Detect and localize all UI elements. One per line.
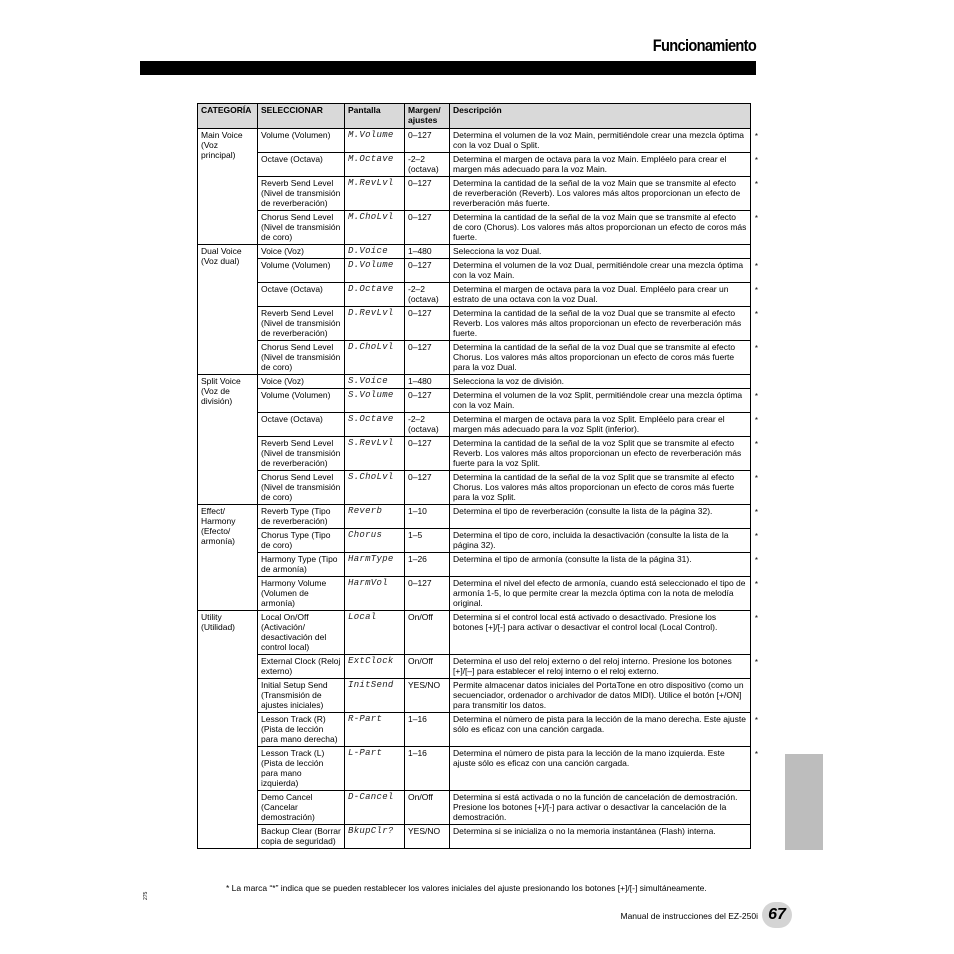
select-cell [258, 153, 345, 177]
display-cell-text: M.RevLvl [348, 178, 394, 188]
select-cell [258, 259, 345, 283]
table-row [198, 791, 751, 825]
reset-mark: * [754, 262, 758, 271]
description-cell [450, 177, 758, 211]
manual-title: Manual de instrucciones del EZ-250i [620, 911, 758, 921]
display-cell [345, 177, 405, 211]
reset-mark: * [754, 344, 758, 353]
display-cell-text: M.ChoLvl [348, 212, 394, 222]
category-cell: Split Voice (Voz de división) [198, 375, 258, 505]
description-cell-text: Determina la cantidad de la señal de la voz Split que se transmite al efecto Reverb. Los valores más altos proporcionan un efecto de reverberación más fuerte para la voz Split. [453, 438, 742, 468]
reset-mark: * [754, 508, 758, 517]
display-cell [345, 655, 405, 679]
description-cell [450, 211, 758, 245]
range-cell-text: On/Off [408, 612, 433, 622]
display-cell [345, 577, 405, 611]
display-cell [345, 413, 405, 437]
description-cell [450, 413, 758, 437]
select-cell-text: Chorus Type (Tipo de coro) [261, 530, 331, 550]
description-cell-text: Determina la cantidad de la señal de la voz Main que se transmite al efecto de coro (Chorus). Los valores más altos proporcionan un efecto de coros más fuerte. [453, 212, 747, 242]
range-cell-text: 0–127 [408, 390, 432, 400]
header-bar [140, 61, 756, 75]
range-cell-text: -2–2 (octava) [408, 154, 439, 174]
display-cell [345, 611, 405, 655]
range-cell [405, 389, 450, 413]
reset-mark: * [754, 180, 758, 189]
table-row [198, 375, 751, 389]
description-cell-text: Selecciona la voz de división. [453, 376, 565, 386]
category-cell: Main Voice (Voz principal) [198, 129, 258, 245]
reset-mark: * [754, 532, 758, 541]
header-display: Pantalla [345, 104, 405, 129]
description-cell-text: Determina el uso del reloj externo o del reloj interno. Presione los botones [+]/[–] para establecer el reloj interno o el reloj externo. [453, 656, 732, 676]
table-row [198, 471, 751, 505]
select-cell-text: Initial Setup Send (Transmisión de ajustes iniciales) [261, 680, 328, 710]
range-cell-text: 0–127 [408, 308, 432, 318]
settings-table [197, 103, 758, 849]
select-cell [258, 341, 345, 375]
display-cell-text: S.ChoLvl [348, 472, 394, 482]
range-cell-text: 1–26 [408, 554, 427, 564]
display-cell [345, 553, 405, 577]
description-cell [450, 577, 758, 611]
description-cell [450, 529, 758, 553]
select-cell-text: Lesson Track (L) (Pista de lección para mano izquierda) [261, 748, 325, 788]
select-cell-text: Voice (Voz) [261, 246, 304, 256]
description-cell [450, 655, 758, 679]
description-cell [450, 341, 758, 375]
select-cell [258, 553, 345, 577]
range-cell-text: 1–10 [408, 506, 427, 516]
display-cell [345, 747, 405, 791]
select-cell [258, 655, 345, 679]
footnote: * La marca “*” indica que se pueden restablecer los valores iniciales del ajuste presionando los botones [+]/[-] simultáneamente. [226, 883, 707, 893]
range-cell-text: 0–127 [408, 578, 432, 588]
description-cell-text: Permite almacenar datos iniciales del PortaTone en otro dispositivo (como un secuenciador, ordenador o archivador de datos MIDI). Utilice el botón [+/ON] para transmitir los datos. [453, 680, 744, 710]
description-cell [450, 791, 751, 825]
range-cell-text: On/Off [408, 792, 433, 802]
display-cell-text: Local [348, 612, 377, 622]
range-cell-text: 0–127 [408, 130, 432, 140]
description-cell-text: Selecciona la voz Dual. [453, 246, 542, 256]
range-cell [405, 655, 450, 679]
description-cell-text: Determina si el control local está activado o desactivado. Presione los botones [+]/[-] para activar o desactivar el control local (Local Control). [453, 612, 718, 632]
header-range: Margen/ ajustes [405, 104, 450, 129]
select-cell-text: Backup Clear (Borrar copia de seguridad) [261, 826, 341, 846]
description-cell [450, 307, 758, 341]
table-row [198, 529, 751, 553]
description-cell-text: Determina la cantidad de la señal de la voz Main que se transmite al efecto de reverberación (Reverb). Los valores más altos proporcionan un efecto de reverberación más fuerte. [453, 178, 741, 208]
category-cell: Dual Voice (Voz dual) [198, 245, 258, 375]
select-cell-text: Chorus Send Level (Nivel de transmisión de coro) [261, 472, 341, 502]
description-cell [450, 471, 758, 505]
table-row [198, 553, 751, 577]
range-cell [405, 177, 450, 211]
display-cell [345, 505, 405, 529]
select-cell-text: Chorus Send Level (Nivel de transmisión de coro) [261, 212, 341, 242]
description-cell-text: Determina si está activada o no la función de cancelación de demostración. Presione los botones [+]/[-] para activar o desactivar la cancelación de la demostración. [453, 792, 738, 822]
page-title: Funcionamiento [652, 36, 756, 55]
display-cell [345, 307, 405, 341]
description-cell-text: Determina el tipo de reverberación (consulte la lista de la página 32). [453, 506, 713, 516]
display-cell-text: D-Cancel [348, 792, 394, 802]
select-cell-text: Volume (Volumen) [261, 390, 331, 400]
range-cell-text: YES/NO [408, 826, 441, 836]
description-cell [450, 375, 751, 389]
table-row [198, 307, 751, 341]
select-cell [258, 389, 345, 413]
table-row [198, 259, 751, 283]
range-cell [405, 153, 450, 177]
select-cell-text: Chorus Send Level (Nivel de transmisión de coro) [261, 342, 341, 372]
description-cell-text: Determina el nivel del efecto de armonía, cuando está seleccionado el tipo de armonía 1-5, lo que permite crear la mezcla óptima con la nota de melodía original. [453, 578, 746, 608]
display-cell-text: BkupClr? [348, 826, 394, 836]
display-cell [345, 713, 405, 747]
range-cell-text: -2–2 (octava) [408, 414, 439, 434]
reset-mark: * [754, 286, 758, 295]
description-cell-text: Determina la cantidad de la señal de la voz Dual que se transmite al efecto Chorus. Los valores más altos proporcionan un efecto de coros más fuerte para la voz Dual. [453, 342, 736, 372]
display-cell-text: D.Octave [348, 284, 394, 294]
reset-mark: * [754, 416, 758, 425]
description-cell [450, 505, 758, 529]
display-cell [345, 825, 405, 849]
select-cell [258, 177, 345, 211]
description-cell [450, 389, 758, 413]
display-cell-text: Reverb [348, 506, 383, 516]
select-cell [258, 713, 345, 747]
description-cell-text: Determina el número de pista para la lección de la mano izquierda. Este ajuste sólo es eficaz con una canción cargada. [453, 748, 725, 768]
table-row [198, 713, 751, 747]
header-category: CATEGORÍA [198, 104, 258, 129]
reset-mark: * [754, 132, 758, 141]
display-cell [345, 529, 405, 553]
select-cell [258, 375, 345, 389]
range-cell-text: 0–127 [408, 472, 432, 482]
display-cell [345, 129, 405, 153]
description-cell [450, 825, 751, 849]
reset-mark: * [754, 580, 758, 589]
display-cell [345, 211, 405, 245]
table-row [198, 611, 751, 655]
table-body [198, 129, 758, 849]
table-row [198, 389, 751, 413]
reset-mark: * [754, 716, 758, 725]
table-row [198, 655, 751, 679]
side-code: 275 [143, 891, 149, 900]
select-cell [258, 679, 345, 713]
display-cell [345, 389, 405, 413]
range-cell-text: YES/NO [408, 680, 441, 690]
range-cell [405, 437, 450, 471]
range-cell-text: On/Off [408, 656, 433, 666]
description-cell [450, 283, 758, 307]
table-row [198, 177, 751, 211]
select-cell-text: External Clock (Reloj externo) [261, 656, 341, 676]
reset-mark: * [754, 658, 758, 667]
range-cell [405, 341, 450, 375]
select-cell-text: Local On/Off (Activación/ desactivación del control local) [261, 612, 327, 652]
select-cell-text: Octave (Octava) [261, 414, 323, 424]
table-row [198, 825, 751, 849]
display-cell-text: L-Part [348, 748, 383, 758]
reset-mark: * [754, 614, 758, 623]
category-cell: Effect/ Harmony (Efecto/ armonía) [198, 505, 258, 611]
range-cell [405, 375, 450, 389]
display-cell-text: Chorus [348, 530, 383, 540]
table-row [198, 437, 751, 471]
display-cell [345, 245, 405, 259]
table-row [198, 129, 751, 153]
display-cell-text: HarmType [348, 554, 394, 564]
range-cell [405, 211, 450, 245]
select-cell [258, 283, 345, 307]
display-cell-text: D.RevLvl [348, 308, 394, 318]
reset-mark: * [754, 392, 758, 401]
select-cell-text: Harmony Type (Tipo de armonía) [261, 554, 338, 574]
range-cell [405, 413, 450, 437]
display-cell [345, 471, 405, 505]
select-cell-text: Reverb Send Level (Nivel de transmisión de reverberación) [261, 178, 341, 208]
range-cell-text: 0–127 [408, 178, 432, 188]
select-cell [258, 505, 345, 529]
select-cell-text: Harmony Volume (Volumen de armonía) [261, 578, 327, 608]
range-cell-text: 0–127 [408, 342, 432, 352]
select-cell-text: Voice (Voz) [261, 376, 304, 386]
category-cell: Utility (Utilidad) [198, 611, 258, 849]
select-cell-text: Reverb Type (Tipo de reverberación) [261, 506, 331, 526]
description-cell [450, 713, 758, 747]
range-cell [405, 245, 450, 259]
description-cell [450, 437, 758, 471]
description-cell [450, 259, 758, 283]
display-cell-text: S.Volume [348, 390, 394, 400]
display-cell-text: R-Part [348, 714, 383, 724]
display-cell-text: InitSend [348, 680, 394, 690]
range-cell-text: 1–16 [408, 748, 427, 758]
select-cell-text: Octave (Octava) [261, 154, 323, 164]
description-cell-text: Determina el volumen de la voz Dual, permitiéndole crear una mezcla óptima con la voz Main. [453, 260, 744, 280]
range-cell [405, 825, 450, 849]
range-cell-text: 1–480 [408, 246, 432, 256]
description-cell-text: Determina el tipo de coro, incluida la desactivación (consulte la lista de la página 32). [453, 530, 729, 550]
select-cell-text: Reverb Send Level (Nivel de transmisión de reverberación) [261, 438, 341, 468]
display-cell [345, 259, 405, 283]
description-cell-text: Determina si se inicializa o no la memoria instantánea (Flash) interna. [453, 826, 716, 836]
range-cell-text: 1–5 [408, 530, 423, 540]
table-row [198, 211, 751, 245]
range-cell-text: 1–16 [408, 714, 427, 724]
table-row [198, 577, 751, 611]
table-row [198, 747, 751, 791]
select-cell [258, 747, 345, 791]
header-description: Descripción [450, 104, 751, 129]
table-row [198, 283, 751, 307]
description-cell-text: Determina el volumen de la voz Split, permitiéndole crear una mezcla óptima con la voz Main. [453, 390, 743, 410]
display-cell-text: D.Volume [348, 260, 394, 270]
range-cell [405, 307, 450, 341]
reset-mark: * [754, 214, 758, 223]
range-cell [405, 529, 450, 553]
display-cell [345, 437, 405, 471]
table-header-row [198, 104, 751, 129]
select-cell [258, 437, 345, 471]
range-cell [405, 471, 450, 505]
select-cell-text: Lesson Track (R) (Pista de lección para mano derecha) [261, 714, 338, 744]
table-row [198, 679, 751, 713]
select-cell [258, 471, 345, 505]
display-cell-text: D.ChoLvl [348, 342, 394, 352]
range-cell [405, 129, 450, 153]
description-cell-text: Determina el volumen de la voz Main, permitiéndole crear una mezcla óptima con la voz Dual o Split. [453, 130, 745, 150]
display-cell [345, 283, 405, 307]
table-row [198, 341, 751, 375]
display-cell [345, 341, 405, 375]
section-tab [785, 754, 823, 850]
table-row [198, 153, 751, 177]
range-cell-text: -2–2 (octava) [408, 284, 439, 304]
reset-mark: * [754, 750, 758, 759]
display-cell [345, 375, 405, 389]
select-cell [258, 529, 345, 553]
display-cell-text: S.RevLvl [348, 438, 394, 448]
range-cell [405, 283, 450, 307]
display-cell-text: D.Voice [348, 246, 388, 256]
reset-mark: * [754, 474, 758, 483]
select-cell [258, 825, 345, 849]
description-cell-text: Determina el margen de octava para la voz Split. Empléelo para crear el margen más adecuado para la voz Split (inferior). [453, 414, 725, 434]
select-cell [258, 791, 345, 825]
select-cell-text: Octave (Octava) [261, 284, 323, 294]
range-cell-text: 0–127 [408, 212, 432, 222]
display-cell [345, 679, 405, 713]
description-cell [450, 553, 758, 577]
description-cell-text: Determina el margen de octava para la voz Dual. Empléelo para crear un estrato de una octava con la voz Dual. [453, 284, 729, 304]
display-cell-text: S.Octave [348, 414, 394, 424]
range-cell [405, 505, 450, 529]
header-select: SELECCIONAR [258, 104, 345, 129]
range-cell-text: 0–127 [408, 438, 432, 448]
description-cell-text: Determina la cantidad de la señal de la voz Split que se transmite al efecto Chorus. Los valores más altos proporcionan un efecto de coros más fuerte para la voz Split. [453, 472, 735, 502]
range-cell-text: 1–480 [408, 376, 432, 386]
description-cell-text: Determina el tipo de armonía (consulte la lista de la página 31). [453, 554, 692, 564]
select-cell-text: Volume (Volumen) [261, 130, 331, 140]
range-cell [405, 553, 450, 577]
description-cell [450, 611, 758, 655]
description-cell [450, 129, 758, 153]
display-cell [345, 791, 405, 825]
range-cell [405, 747, 450, 791]
description-cell [450, 245, 751, 259]
select-cell [258, 307, 345, 341]
display-cell-text: ExtClock [348, 656, 394, 666]
select-cell [258, 245, 345, 259]
range-cell [405, 611, 450, 655]
reset-mark: * [754, 440, 758, 449]
range-cell [405, 577, 450, 611]
reset-mark: * [754, 310, 758, 319]
description-cell [450, 679, 751, 713]
display-cell-text: S.Voice [348, 376, 388, 386]
select-cell [258, 611, 345, 655]
description-cell [450, 153, 758, 177]
table-row [198, 245, 751, 259]
range-cell [405, 259, 450, 283]
range-cell-text: 0–127 [408, 260, 432, 270]
range-cell [405, 713, 450, 747]
table-row [198, 505, 751, 529]
select-cell [258, 129, 345, 153]
description-cell-text: Determina el margen de octava para la voz Main. Empléelo para crear el margen más adecuado para la voz Main. [453, 154, 727, 174]
page-number: 67 [762, 902, 792, 928]
select-cell-text: Reverb Send Level (Nivel de transmisión de reverberación) [261, 308, 341, 338]
select-cell [258, 577, 345, 611]
select-cell [258, 211, 345, 245]
display-cell [345, 153, 405, 177]
select-cell-text: Volume (Volumen) [261, 260, 331, 270]
reset-mark: * [754, 556, 758, 565]
select-cell [258, 413, 345, 437]
display-cell-text: M.Octave [348, 154, 394, 164]
display-cell-text: HarmVol [348, 578, 388, 588]
reset-mark: * [754, 156, 758, 165]
range-cell [405, 679, 450, 713]
description-cell-text: Determina la cantidad de la señal de la voz Dual que se transmite al efecto Reverb. Los valores más altos proporcionan un efecto de reverberación más fuerte. [453, 308, 742, 338]
table-row [198, 413, 751, 437]
range-cell [405, 791, 450, 825]
description-cell [450, 747, 758, 791]
display-cell-text: M.Volume [348, 130, 394, 140]
select-cell-text: Demo Cancel (Cancelar demostración) [261, 792, 315, 822]
description-cell-text: Determina el número de pista para la lección de la mano derecha. Este ajuste sólo es eficaz con una canción cargada. [453, 714, 746, 734]
